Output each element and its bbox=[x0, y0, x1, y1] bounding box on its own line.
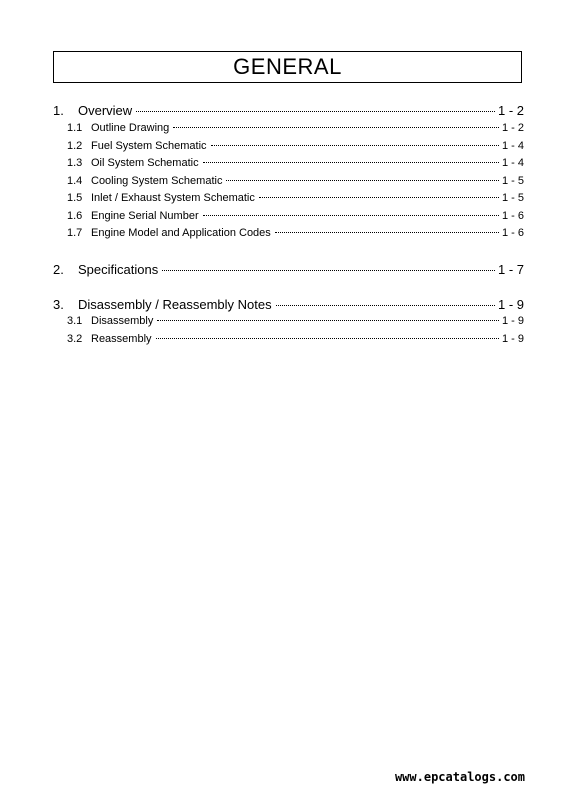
toc-page: 1 - 6 bbox=[501, 227, 524, 239]
dot-leader bbox=[226, 179, 499, 181]
toc-label: Fuel System Schematic bbox=[91, 140, 207, 152]
toc-entry-outline-drawing[interactable] bbox=[53, 122, 524, 134]
page-title: GENERAL bbox=[233, 54, 342, 79]
title-box bbox=[53, 51, 522, 83]
toc-number: 1.5 bbox=[67, 192, 83, 204]
toc-number: 1.1 bbox=[67, 122, 83, 134]
toc-number: 3.2 bbox=[67, 333, 83, 345]
dot-leader bbox=[162, 269, 495, 271]
toc-entry-cooling-system-schematic[interactable] bbox=[53, 175, 524, 187]
toc-entry-specifications[interactable] bbox=[53, 262, 524, 277]
dot-leader bbox=[276, 304, 495, 306]
dot-leader bbox=[203, 214, 499, 216]
toc-number: 1.7 bbox=[67, 227, 83, 239]
toc-entry-oil-system-schematic[interactable] bbox=[53, 157, 524, 169]
toc-label: Engine Model and Application Codes bbox=[91, 227, 271, 239]
toc-page: 1 - 5 bbox=[501, 175, 524, 187]
toc-page: 1 - 9 bbox=[501, 315, 524, 327]
dot-leader bbox=[211, 144, 499, 146]
toc-page: 1 - 4 bbox=[501, 140, 524, 152]
toc-label: Engine Serial Number bbox=[91, 210, 199, 222]
dot-leader bbox=[136, 110, 495, 112]
toc-page: 1 - 9 bbox=[497, 297, 524, 312]
dot-leader bbox=[156, 337, 499, 339]
toc-number: 3.1 bbox=[67, 315, 83, 327]
toc-label: Specifications bbox=[78, 262, 159, 277]
toc-number: 1.3 bbox=[67, 157, 83, 169]
toc-page: 1 - 6 bbox=[501, 210, 524, 222]
toc-label: Reassembly bbox=[91, 333, 152, 345]
dot-leader bbox=[275, 231, 499, 233]
toc-number: 1. bbox=[53, 103, 64, 118]
toc-label: Disassembly bbox=[91, 315, 154, 327]
toc-label: Inlet / Exhaust System Schematic bbox=[91, 192, 255, 204]
toc-entry-disassembly-reassembly-notes[interactable] bbox=[53, 297, 524, 312]
toc-entry-overview[interactable] bbox=[53, 103, 524, 118]
toc-number: 3. bbox=[53, 297, 64, 312]
dot-leader bbox=[173, 126, 499, 128]
toc-label: Disassembly / Reassembly Notes bbox=[78, 297, 272, 312]
toc-page: 1 - 2 bbox=[497, 103, 524, 118]
dot-leader bbox=[259, 196, 499, 198]
toc-entry-reassembly[interactable] bbox=[53, 333, 524, 345]
toc-page: 1 - 4 bbox=[501, 157, 524, 169]
toc-label: Oil System Schematic bbox=[91, 157, 199, 169]
toc-entry-disassembly[interactable] bbox=[53, 315, 524, 327]
toc-number: 1.4 bbox=[67, 175, 83, 187]
toc-number: 1.6 bbox=[67, 210, 83, 222]
toc-label: Outline Drawing bbox=[91, 122, 170, 134]
toc-label: Overview bbox=[78, 103, 133, 118]
toc-entry-engine-serial-number[interactable] bbox=[53, 210, 524, 222]
dot-leader bbox=[203, 161, 499, 163]
dot-leader bbox=[157, 319, 499, 321]
toc-page: 1 - 2 bbox=[501, 122, 524, 134]
toc-page: 1 - 9 bbox=[501, 333, 524, 345]
toc-entry-engine-model-application-codes[interactable] bbox=[53, 227, 524, 239]
toc-entry-fuel-system-schematic[interactable] bbox=[53, 140, 524, 152]
toc-number: 1.2 bbox=[67, 140, 83, 152]
toc-page: 1 - 5 bbox=[501, 192, 524, 204]
toc-entry-inlet-exhaust-system-schematic[interactable] bbox=[53, 192, 524, 204]
toc-number: 2. bbox=[53, 262, 64, 277]
toc-page: 1 - 7 bbox=[497, 262, 524, 277]
footer-watermark-url[interactable]: www.epcatalogs.com bbox=[394, 770, 525, 784]
toc-label: Cooling System Schematic bbox=[91, 175, 223, 187]
